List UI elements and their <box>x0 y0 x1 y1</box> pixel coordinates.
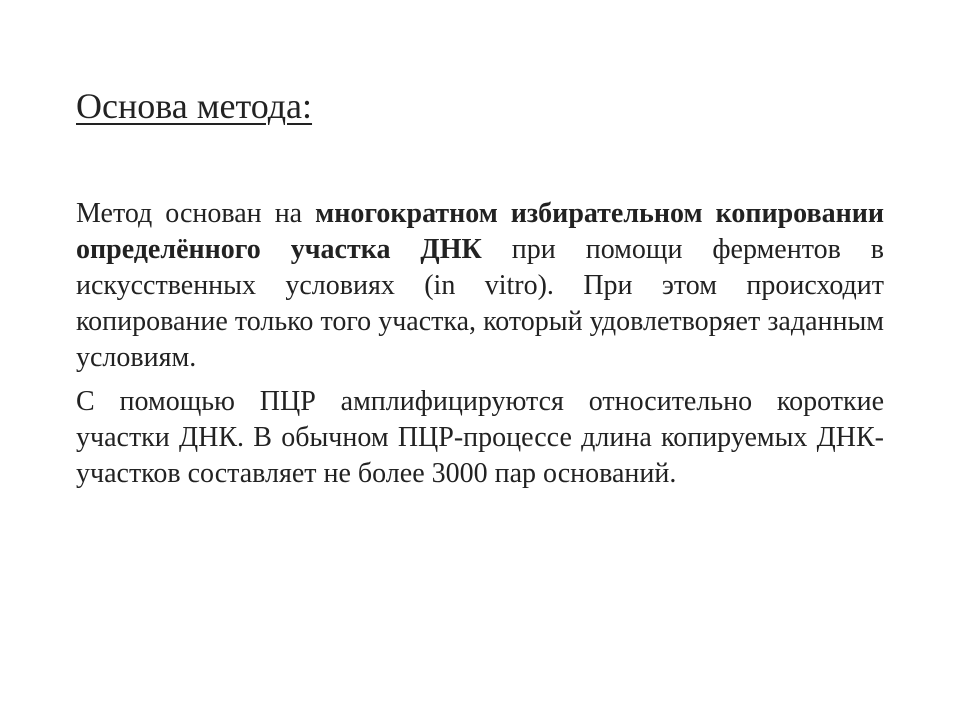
paragraph-pcr-amplification: С помощью ПЦР амплифицируются относительно короткие участки ДНК. В обычном ПЦР-процессе длина копируемых ДНК-участков составляет не более 3000 пар оснований. <box>76 386 884 489</box>
paragraph-1-lead-text: Метод основан на <box>76 198 316 229</box>
slide-title: Основа метода: <box>76 86 313 126</box>
slide-body <box>76 196 884 500</box>
paragraph-1-trailing-text: при помощи ферментов в искусственных условиях (in vitro). При этом происходит копирование только того участка, который удовлетворяет заданным условиям. <box>76 234 884 373</box>
paragraph-method-basis <box>76 196 884 376</box>
paragraph-1-emphasis: многократном избирательном копировании определённого участка ДНК <box>76 198 884 265</box>
